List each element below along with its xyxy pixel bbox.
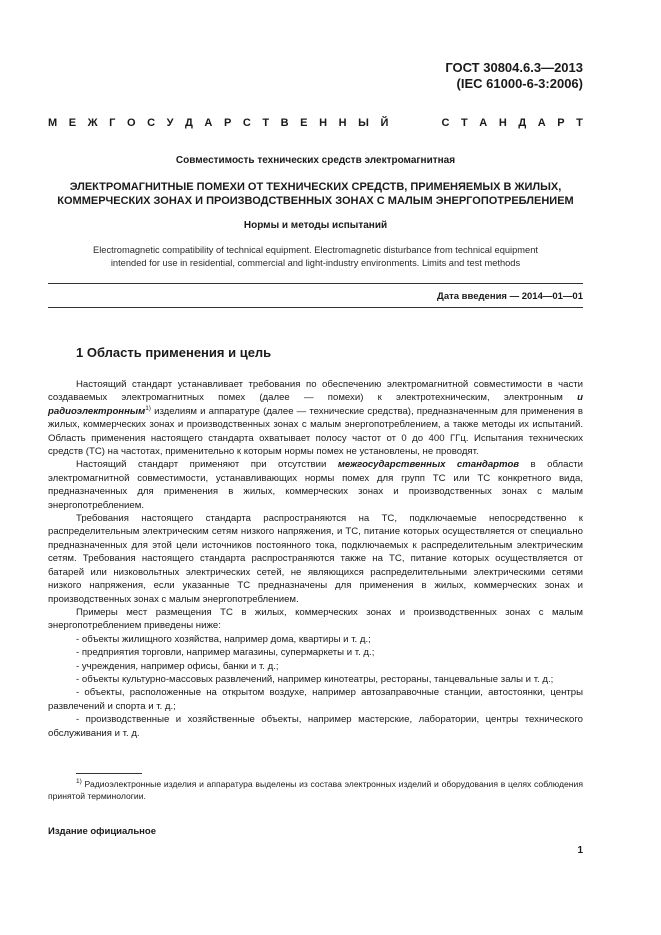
english-title-line-2: intended for use in residential, commercial and light-industry environments. Limits and test methods bbox=[110, 258, 521, 268]
banner-word1-letter: Й bbox=[380, 117, 389, 129]
section-body bbox=[48, 378, 583, 740]
banner-word2-letter: А bbox=[479, 117, 488, 129]
banner-word1-letter: Е bbox=[300, 117, 308, 129]
banner-word2-letter: Н bbox=[498, 117, 507, 129]
divider-bottom bbox=[48, 307, 583, 308]
emphasis-radioelectronic: и радиоэлектронным bbox=[48, 392, 583, 417]
list-item: - производственные и хозяйственные объекты, например мастерские, лаборатории, центры технического обслуживания и т. д. bbox=[48, 714, 583, 739]
banner-word1-letter: Ы bbox=[358, 117, 369, 129]
banner-word2-letter: Р bbox=[557, 117, 565, 129]
banner-word1-letter: Г bbox=[109, 117, 116, 129]
banner-word1-letter: У bbox=[166, 117, 174, 129]
footnote-separator bbox=[76, 773, 142, 774]
iec-number: (IEC 61000-6-3:2006) bbox=[456, 76, 583, 91]
gost-number: ГОСТ 30804.6.3—2013 bbox=[445, 60, 583, 75]
banner-word1-letter: М bbox=[48, 117, 58, 129]
banner-word1-letter: В bbox=[280, 117, 289, 129]
footnote-text: Радиоэлектронные изделия и аппаратура выделены из состава электронных изделий и оборудования в целях соблюдения принятой терминологии. bbox=[48, 779, 583, 801]
banner-word1-letter: Ж bbox=[87, 117, 98, 129]
banner-gap bbox=[400, 117, 430, 129]
introduction-date: Дата введения — 2014—01—01 bbox=[437, 291, 583, 302]
english-title bbox=[48, 244, 583, 270]
norms-heading: Нормы и методы испытаний bbox=[243, 220, 388, 231]
banner-word1-letter: С bbox=[242, 117, 251, 129]
official-edition-label: Издание официальное bbox=[48, 826, 156, 837]
banner-word2-letter: Т bbox=[461, 117, 468, 129]
english-title-line-1: Electromagnetic compatibility of technical equipment. Electromagnetic disturbance from technical equipment bbox=[93, 245, 538, 255]
section-heading: 1 Область применения и цель bbox=[76, 345, 272, 360]
banner-word2-letter: А bbox=[537, 117, 546, 129]
banner-word1-letter: Н bbox=[319, 117, 328, 129]
paragraph-4: Примеры мест размещения ТС в жилых, коммерческих зонах и производственных зонах с малым энергопотреблением приведены ниже: bbox=[48, 606, 583, 632]
interstate-standard-banner bbox=[48, 117, 583, 129]
footnote-marker: 1) bbox=[76, 778, 82, 785]
paragraph-1: Настоящий стандарт устанавливает требования по обеспечению электромагнитной совместимости в части создаваемых электромагнитных помех (далее — помехи) к электротехническим, электронным и радиоэлектронным$^{1)}$ изделиям и аппаратуре (далее — технические средства), предназначенным для применения в жилых, коммерческих зонах и производственных зонах с малым энергопотреблением, а также методы их испытаний. Область применения настоящего стандарта охватывает полосу частот от 0 до 400 ГГц. Испытания технических средств (ТС) на частотах, применительно к которым нормы помех не установлены, не проводят. bbox=[48, 379, 583, 458]
list-item: - объекты, расположенные на открытом воздухе, например автозаправочные станции, автостоянки, центры развлечений и спорта и т. д.; bbox=[48, 687, 583, 712]
banner-word1-letter: Т bbox=[262, 117, 270, 129]
document-title bbox=[48, 180, 583, 208]
banner-word1-letter: Н bbox=[338, 117, 347, 129]
banner-word1-letter: Д bbox=[185, 117, 193, 129]
emphasis-interstate-standards: межгосударственных стандартов bbox=[337, 459, 520, 471]
document-subtitle: Совместимость технических средств электромагнитная bbox=[175, 155, 456, 166]
banner-word1-letter: А bbox=[204, 117, 213, 129]
standard-designation bbox=[445, 60, 583, 92]
footnote bbox=[48, 778, 583, 802]
title-line-1: ЭЛЕКТРОМАГНИТНЫЕ ПОМЕХИ ОТ ТЕХНИЧЕСКИХ СРЕДСТВ, ПРИМЕНЯЕМЫХ В ЖИЛЫХ, bbox=[69, 181, 562, 193]
banner-word2-letter: С bbox=[441, 117, 450, 129]
banner-word1-letter: Р bbox=[223, 117, 232, 129]
banner-word1-letter: С bbox=[147, 117, 156, 129]
list-item: - объекты жилищного хозяйства, например дома, квартиры и т. д.; bbox=[76, 633, 371, 645]
paragraph-2: Настоящий стандарт применяют при отсутствии межгосударственных стандартов в области электромагнитной совместимости, устанавливающих нормы помех для групп ТС или ТС конкретного вида, предназначенных для применения в жилых, коммерческих зонах и производственных зонах с малым энергопотреблением. bbox=[48, 459, 583, 511]
banner-word1-letter: Е bbox=[68, 117, 77, 129]
banner-word2-letter: Т bbox=[576, 117, 583, 129]
divider-top bbox=[48, 283, 583, 284]
list-item: - объекты культурно-массовых развлечений, например кинотеатры, рестораны, танцевальные залы и т. д.; bbox=[76, 673, 554, 685]
paragraph-3: Требования настоящего стандарта распространяются на ТС, подключаемые непосредственно к распределительным электрическим сетям низкого напряжения, и ТС, питание которых осуществляется от специально предназначенных для этой цели источников постоянного тока, подключаемых к распределительным электрическим сетям. Требования настоящего стандарта распространяются также на ТС, питание которых осуществляется от батарей или низковольтных электрических сетей, не являющихся распределительными электрическими сетями низкого напряжения, если указанные ТС предназначены для применения в жилых, коммерческих зонах и производственных зонах с малым энергопотреблением. bbox=[48, 513, 583, 605]
list-item: - учреждения, например офисы, банки и т. д.; bbox=[76, 660, 279, 672]
title-line-2: КОММЕРЧЕСКИХ ЗОНАХ И ПРОИЗВОДСТВЕННЫХ ЗОНАХ С МАЛЫМ ЭНЕРГОПОТРЕБЛЕНИЕМ bbox=[57, 195, 574, 207]
banner-word1-letter: О bbox=[126, 117, 136, 129]
footnote-reference[interactable]: 1) bbox=[145, 404, 151, 412]
page-number: 1 bbox=[577, 845, 583, 856]
banner-word2-letter: Д bbox=[518, 117, 527, 129]
list-item: - предприятия торговли, например магазины, супермаркеты и т. д.; bbox=[76, 647, 375, 659]
